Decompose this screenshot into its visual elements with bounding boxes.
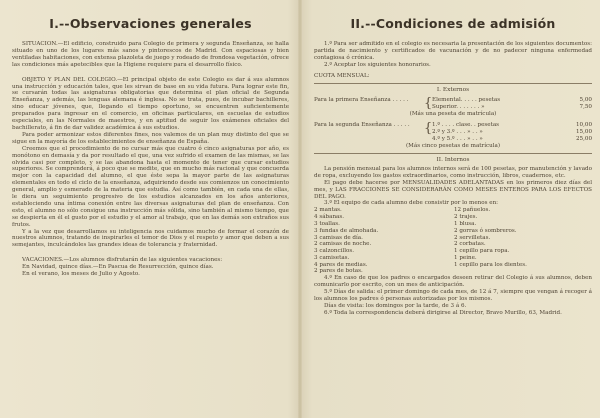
brace-icon: { <box>424 121 433 137</box>
fee-row: 4.º y 5.º . . . » . . » 25,00 <box>432 136 592 143</box>
list-item: 1 cepillo para ropa. <box>454 248 510 255</box>
internos-salida: 5.º Días de salida: el primer domingo de cada mes, de 12 á 7, siempre que vengan á recoger á los alumnos los padres ó personas autorizadas por los mismos. <box>314 289 592 302</box>
condicion-1: 1.º Para ser admitido en el colegio es necesaria la presentación de los siguientes documentos: partida de nacimiento y certificados de vacunación y de no padecer ninguna enfermedad contagiosa ó crónica. <box>314 41 592 61</box>
list-item: 12 pañuelos. <box>454 207 491 214</box>
list-item: 3 toallas. <box>314 220 340 227</box>
paragraph-procedimiento: Creemos que el procedimiento de no cursar más que cuatro ó cinco asignaturas por año, es monótono en demasía y da por resultado el que, una vez sufrido el examen de las mismas, se las olvida casi por completo, y se las abandona hasta el momento de tener que cursar estudios superiores. Se comprenderá, á poco que se medite, que en mucho más racional y que concuerda mejor con la capacidad del alumno, el que éste sepa la mayor parte de las asignaturas elementales en todo el ciclo de la enseñanza, adquiriendo desde sus comienzos un conocimiento general, amplio y esmerado de la materia que estudia. Así como también, en cada una de ellas, le diera un seguimiento progresivo de los estudios alcanzados en los años anteriores, estableciendo una íntima conexión entre las diversas asignaturas del plan de enseñanza. Con esto, el alumno no sólo consigue una instrucción más sólida, sino también al mismo tiempo, que se despierta en él el gusto por el estudio y el amor al trabajo, que en las demás son extraños sus frutos. <box>12 145 289 228</box>
equipo-column-2 <box>454 207 592 275</box>
list-item: 2 mantas. <box>314 207 342 214</box>
fee-primera <box>314 97 592 111</box>
page-title-observaciones: I.--Observaciones generales <box>49 16 252 31</box>
paragraph-armonizar: Para poder armonizar estos diferentes fines, nos valemos de un plan muy distinto del que se sigue en la mayoría de los establecimientos de enseñanza de España. <box>12 131 289 145</box>
list-item: 4 sábanas. <box>314 214 345 221</box>
internos-visita: Días de visita: los domingos por la tarde, de 3 á 6. <box>324 302 467 309</box>
vacaciones-verano: En el verano, los meses de Julio y Agosto. <box>22 271 140 278</box>
brace-icon: { <box>424 96 433 112</box>
right-page <box>302 0 600 418</box>
internos-equipo: 3.º El equipo de cada alumno debe consistir por lo menos en: <box>324 200 499 207</box>
list-item: 2 trajes. <box>454 214 478 221</box>
list-item: 3 camisetas. <box>314 254 350 261</box>
vacaciones-navidad: En Navidad, quince días.—En Pascua de Resurrección, quince días. <box>22 264 214 271</box>
list-item: 2 gorras ó sombreros. <box>454 227 517 234</box>
list-item: 3 fundas de almohada. <box>314 227 379 234</box>
list-item: 1 peine. <box>454 254 477 261</box>
fee-segunda-rows <box>432 122 592 143</box>
internos-pension: La pensión mensual para los alumnos internos será de 100 pesetas, por manutención y lavado de ropa, excluyendo los gastos extraordinarios, como instrucción, libros, cuadernos, etc. <box>314 165 592 179</box>
fee-primera-rows <box>432 97 592 111</box>
list-item: 1 cepillo para los dientes. <box>454 261 527 268</box>
fee-row: 1.º . . . . clase. . pesetas 10,00 <box>432 122 592 129</box>
list-item: 2 camisas de noche. <box>314 241 372 248</box>
list-item: 2 servilletas. <box>454 234 491 241</box>
equipo-column-1 <box>314 207 454 275</box>
internos-retirar: 4.º En caso de que los padres o encargados deseen retirar del Colegio á sus alumnos, deben comunicarlo por escrito, con un mes de anticipación. <box>314 275 592 289</box>
fee-segunda <box>314 122 592 143</box>
matricula-primera: (Más una peseta de matrícula) <box>409 111 497 118</box>
internos-correspondencia: 6.º Toda la correspondencia deberá dirigirse al Director, Bravo Murillo, 63, Madrid. <box>324 309 562 316</box>
paragraph-situacion: SITUACION.—El edificio, construido para Colegio de primera y segunda Enseñanza, se halla situado en uno de los lugares más sanos y pintorescos de Madrid. Con espaciosas y bien ventiladas habitaciones, con extensa plazoleta de juego y rodeado de frondosa vegetación, ofrece las condiciones más apetecibles que la Higiene requiere para el desarrollo físico. <box>12 41 289 68</box>
internos-heading: II. Internos <box>436 156 470 163</box>
paragraph-vacaciones: VACACIONES.—Los alumnos disfrutarán de las siguientes vacaciones: <box>22 257 223 264</box>
left-body <box>12 41 289 278</box>
divider-middle <box>314 153 592 154</box>
matricula-segunda: (Más cinco pesetas de matrícula) <box>405 143 501 150</box>
page-title-condiciones: II.--Condiciones de admisión <box>350 16 556 31</box>
internos-pago: El pago debe hacerse por MENSUALIDADES ADELANTADAS en los primeros diez días del mes, y LAS FRACCIONES SE CONSIDERARÁN COMO MESES ENTEROS PARA LOS EFECTOS DEL PAGO. <box>314 179 592 200</box>
externos-heading: I. Externos <box>436 86 470 93</box>
condicion-2: 2.º Aceptar los siguientes honorarios. <box>324 61 431 68</box>
list-item: 2 pares de botas. <box>314 268 363 275</box>
list-item: 1 blusa. <box>454 220 477 227</box>
divider-top <box>314 83 592 84</box>
fee-row: Superior. . . . . . . » 7,50 <box>432 104 592 111</box>
list-item: 3 calzoncillos. <box>314 248 355 255</box>
equipo-list <box>314 207 592 275</box>
fee-segunda-label: Para la segunda Enseñanza . . . . . <box>314 122 410 129</box>
paragraph-objeto: OBJETO Y PLAN DEL COLEGIO.—El principal objeto de este Colegio es dar á sus alumnos una instrucción y educación tales, que les sirvan de base en su vida futura. Para lograr este fin, se cursarán todas las asignaturas obligatorias que determina el plan oficial de Segunda Enseñanza, y además, las lenguas alemana é inglesa. No se trata, pues, de incubar bachilleres, sino educar jóvenes, que, llegando el tiempo oportuno, se encuentren suficientemente preparados para ingresar en el comercio, en oficinas particulares, en escuelas de estudios especiales, en las Normales de maestros, y en aptitud de seguir los exámenes oficiales del bachillerato, á fin de dar validez académica á sus estudios. <box>12 76 289 131</box>
left-page <box>0 0 298 418</box>
list-item: 4 pares de medias. <box>314 261 368 268</box>
fee-primera-label: Para la primera Enseñanza . . . . . <box>314 97 409 104</box>
list-item: 3 camisas de día. <box>314 234 363 241</box>
fee-row: 2.º y 3.º . . . » . . » 15,00 <box>432 129 592 136</box>
paragraph-corazon: Y a la vez que desarrollamos su inteligencia nos cuidamos mucho de formar el corazón de nuestros alumnos, tratando de inspirarles el temor de Dios y el respeto y amor que deben a sus semejantes, inculcándoles las grandes ideas de tolerancia y fraternidad. <box>12 228 289 249</box>
cuota-heading: CUOTA MENSUAL: <box>314 72 370 79</box>
fee-row: Elemental. . . . . pesetas 5,00 <box>432 97 592 104</box>
list-item: 2 corbatas. <box>454 241 486 248</box>
right-body <box>314 41 592 317</box>
